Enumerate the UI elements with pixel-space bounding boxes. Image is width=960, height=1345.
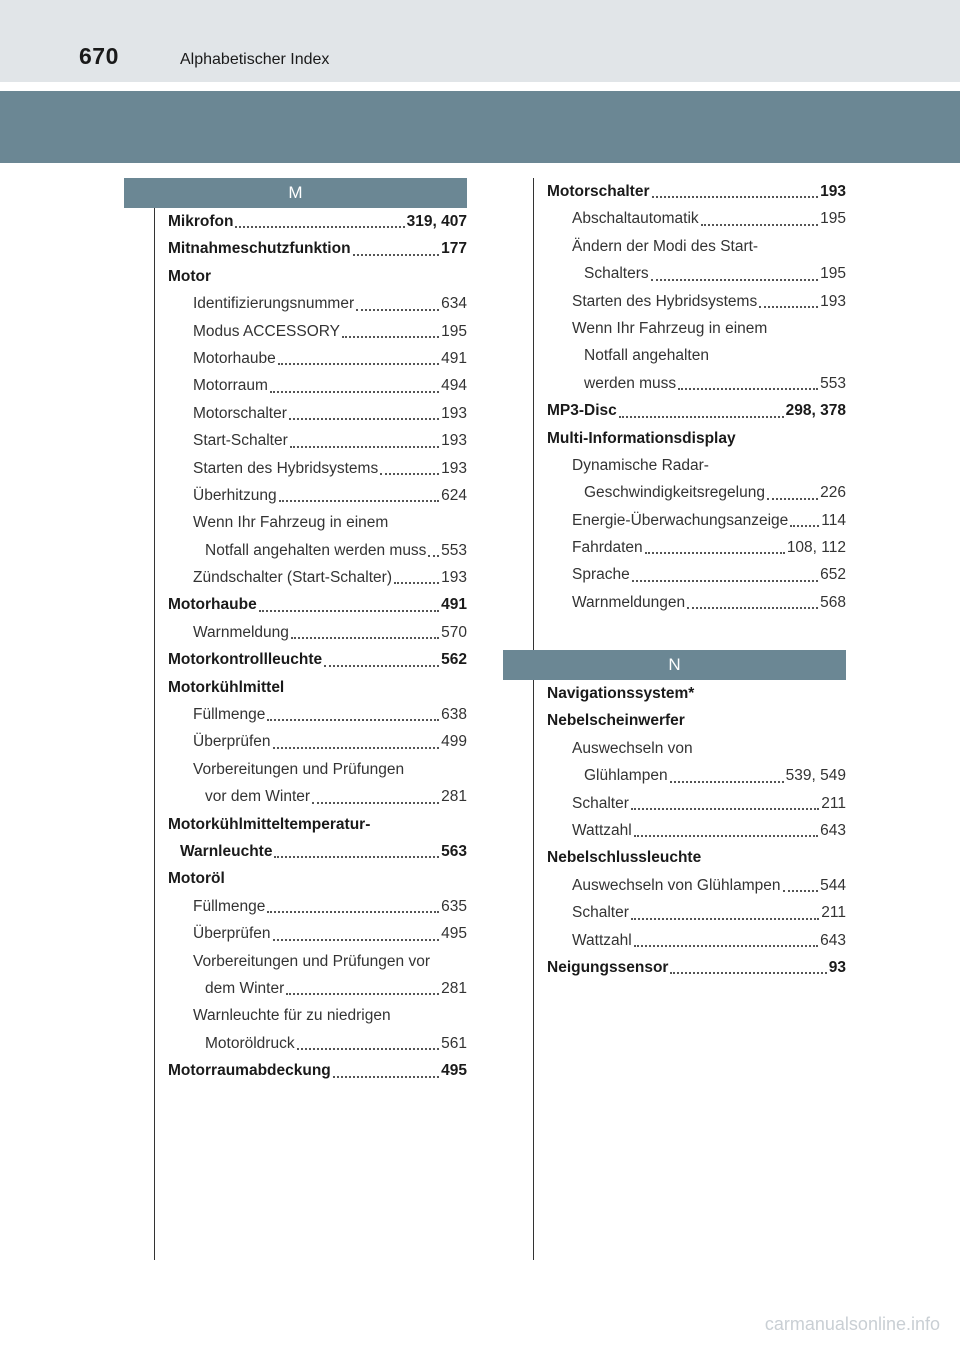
dot-leader [428,551,439,557]
index-entry [547,589,846,616]
dot-leader [767,494,818,500]
entry-page: 553 [441,541,467,559]
entry-page: 624 [441,486,467,504]
entry-term: Motoröl [168,870,225,888]
index-entry [168,345,467,372]
index-entry [547,872,846,899]
entry-term: Dynamische Radar- [572,456,709,474]
section-header-m: M [124,178,467,208]
entry-page: 563 [441,842,467,860]
dot-leader [634,831,818,837]
dot-leader [312,798,439,804]
dot-leader [701,220,818,226]
entry-list [124,208,467,1085]
index-entry [547,680,846,707]
section-header-n: N [503,650,846,680]
entry-page: 114 [821,511,846,529]
dot-leader [324,661,439,667]
entry-term: Motorhaube [168,596,257,614]
dot-leader [297,1044,440,1050]
entry-page: 93 [828,958,846,976]
index-entry [168,1002,467,1029]
index-entry [168,591,467,618]
entry-term: Motorschalter [193,404,287,422]
dot-leader [394,578,439,584]
index-entry [168,1030,467,1057]
index-entry [547,507,846,534]
entry-term: Sprache [572,566,630,584]
index-entry [547,735,846,762]
entry-term: MP3-Disc [547,402,617,420]
entry-page: 195 [820,265,846,283]
entry-page: 495 [441,925,467,943]
dot-leader [790,521,819,527]
entry-page: 570 [441,623,467,641]
dot-leader [259,606,439,612]
entry-term: Überhitzung [193,486,277,504]
entry-term: Energie-Überwachungsanzeige [572,511,789,529]
entry-page: 281 [441,979,467,997]
dot-leader [687,603,818,609]
entry-page: 643 [820,931,846,949]
header-bar [0,0,960,82]
index-entry [168,564,467,591]
index-entry [547,342,846,369]
index-entry [168,646,467,673]
watermark: carmanualsonline.info [764,1314,940,1334]
entry-term: Schalter [572,794,629,812]
entry-term: Starten des Hybridsystems [193,459,379,477]
index-entry [168,263,467,290]
dot-leader [267,715,439,721]
entry-page: 553 [820,374,846,392]
entry-page: 193 [441,459,467,477]
index-entry [168,509,467,536]
index-entry [168,619,467,646]
dot-leader [289,414,439,420]
entry-page: 195 [820,210,846,228]
entry-term: Wattzahl [572,931,632,949]
entry-list [503,680,846,981]
dot-leader [652,192,819,198]
entry-term: Auswechseln von [572,739,693,757]
entry-page: 652 [820,566,846,584]
dot-leader [267,907,439,913]
entry-term: Vorbereitungen und Prüfungen vor [193,952,430,970]
entry-page: 298, 378 [785,402,846,420]
index-entry [168,756,467,783]
dot-leader [291,633,439,639]
entry-term: Vorbereitungen und Prüfungen [193,760,405,778]
entry-term: Wenn Ihr Fahrzeug in einem [193,514,389,532]
entry-term: Motorschalter [547,182,650,200]
entry-term: Notfall angehalten [584,347,709,365]
dot-leader [273,743,440,749]
entry-term: Füllmenge [193,706,266,724]
entry-term: Starten des Hybridsystems [572,292,758,310]
entry-page: 108, 112 [786,539,846,557]
dot-leader [333,1072,439,1078]
index-entry [547,233,846,260]
index-entry [547,397,846,424]
index-entry [168,1057,467,1084]
dot-leader [286,989,439,995]
entry-term: Notfall angehalten werden muss [205,541,427,559]
index-entry [168,208,467,235]
entry-list [503,178,846,616]
entry-term: werden muss [584,374,677,392]
entry-term: Überprüfen [193,733,271,751]
entry-term: vor dem Winter [205,788,311,806]
entry-term: Motoröldruck [205,1034,295,1052]
entry-term: Schalters [584,265,649,283]
header-band [0,91,960,163]
index-entry [168,427,467,454]
index-entry [168,400,467,427]
index-entry [547,762,846,789]
page-title: Alphabetischer Index [180,51,330,68]
index-entry [547,452,846,479]
index-entry [547,707,846,734]
index-entry [547,954,846,981]
entry-term: Warnleuchte für zu niedrigen [193,1007,391,1025]
index-entry [547,288,846,315]
entry-term: Zündschalter (Start-Schalter) [193,569,392,587]
entry-page: 491 [441,596,467,614]
entry-page: 495 [441,1062,467,1080]
entry-term: Warnleuchte [180,842,273,860]
dot-leader [273,935,440,941]
entry-term: dem Winter [205,979,285,997]
entry-term: Motorhaube [193,349,276,367]
index-entry [547,561,846,588]
entry-term: Nebelscheinwerfer [547,712,685,730]
dot-leader [235,222,404,228]
index-entry [168,372,467,399]
dot-leader [632,576,818,582]
dot-leader [670,777,784,783]
dot-leader [619,412,784,418]
dot-leader [634,941,818,947]
entry-term: Mitnahmeschutzfunktion [168,240,351,258]
index-entry [168,318,467,345]
index-entry [168,865,467,892]
entry-page: 177 [441,240,467,258]
entry-page: 281 [441,788,467,806]
dot-leader [342,332,439,338]
entry-term: Warnmeldungen [572,593,686,611]
dot-leader [645,548,785,554]
index-entry [168,235,467,262]
entry-term: Motorkühlmittel [168,678,285,696]
entry-term: Multi-Informationsdisplay [547,429,736,447]
index-entry [547,370,846,397]
entry-term: Füllmenge [193,897,266,915]
entry-term: Identifizierungsnummer [193,295,355,313]
entry-page: 638 [441,706,467,724]
entry-term: Warnmeldung [193,623,289,641]
index-entry [168,811,467,838]
entry-page: 494 [441,377,467,395]
index-entry [168,948,467,975]
entry-page: 226 [820,484,846,502]
entry-page: 635 [441,897,467,915]
index-entry [168,290,467,317]
entry-page: 634 [441,295,467,313]
entry-page: 193 [441,569,467,587]
entry-term: Abschaltautomatik [572,210,699,228]
index-entry [168,701,467,728]
entry-page: 319, 407 [406,212,467,230]
index-entry [547,425,846,452]
entry-page: 211 [821,904,846,922]
entry-page: 539, 549 [785,767,846,785]
dot-leader [678,384,818,390]
entry-page: 193 [441,404,467,422]
entry-term: Motorkühlmitteltemperatur- [168,815,371,833]
entry-term: Nebelschlussleuchte [547,849,702,867]
entry-term: Fahrdaten [572,539,643,557]
dot-leader [380,469,439,475]
entry-page: 193 [441,432,467,450]
entry-term: Neigungssensor [547,958,669,976]
index-entry [168,482,467,509]
index-entry [547,479,846,506]
entry-term: Start-Schalter [193,432,288,450]
index-entry [168,838,467,865]
dot-leader [783,886,819,892]
index-entry [547,315,846,342]
index-entry [168,975,467,1002]
entry-page: 643 [820,821,846,839]
index-entry [168,783,467,810]
index-column-right-n [503,650,846,981]
dot-leader [670,968,826,974]
index-entry [547,927,846,954]
entry-term: Geschwindigkeitsregelung [584,484,765,502]
index-entry [547,534,846,561]
dot-leader [356,305,439,311]
entry-page: 568 [820,593,846,611]
entry-term: Wattzahl [572,821,632,839]
entry-term: Auswechseln von Glühlampen [572,876,781,894]
entry-term: Überprüfen [193,925,271,943]
index-entry [547,790,846,817]
dot-leader [631,914,819,920]
index-entry [547,178,846,205]
index-entry [168,728,467,755]
index-entry [168,455,467,482]
index-entry [547,817,846,844]
index-entry [168,537,467,564]
index-entry [547,205,846,232]
entry-term: Modus ACCESSORY [193,322,341,340]
dot-leader [353,250,440,256]
index-entry [547,899,846,926]
index-entry [168,674,467,701]
dot-leader [270,387,439,393]
index-entry [168,893,467,920]
entry-page: 195 [441,322,467,340]
entry-term: Schalter [572,904,629,922]
index-entry [547,844,846,871]
index-entry [547,260,846,287]
entry-term: Motorraum [193,377,268,395]
entry-page: 499 [441,733,467,751]
entry-term: Glühlampen [584,767,668,785]
entry-page: 562 [441,651,467,669]
index-entry [168,920,467,947]
entry-page: 561 [441,1034,467,1052]
index-column-left [124,178,467,1085]
entry-page: 193 [820,292,846,310]
entry-page: 544 [820,876,846,894]
dot-leader [651,275,819,281]
page-number: 670 [79,43,119,69]
dot-leader [279,496,440,502]
entry-term: Navigationssystem* [547,684,695,702]
entry-page: 491 [441,349,467,367]
dot-leader [759,302,818,308]
entry-page: 211 [821,794,846,812]
entry-page: 193 [820,182,846,200]
dot-leader [631,804,819,810]
dot-leader [274,852,439,858]
entry-term: Motor [168,267,212,285]
dot-leader [278,359,439,365]
entry-term: Ändern der Modi des Start- [572,237,759,255]
entry-term: Mikrofon [168,212,234,230]
entry-term: Wenn Ihr Fahrzeug in einem [572,319,768,337]
entry-term: Motorraumabdeckung [168,1062,331,1080]
index-column-right [503,178,846,616]
dot-leader [290,442,439,448]
entry-term: Motorkontrollleuchte [168,651,323,669]
